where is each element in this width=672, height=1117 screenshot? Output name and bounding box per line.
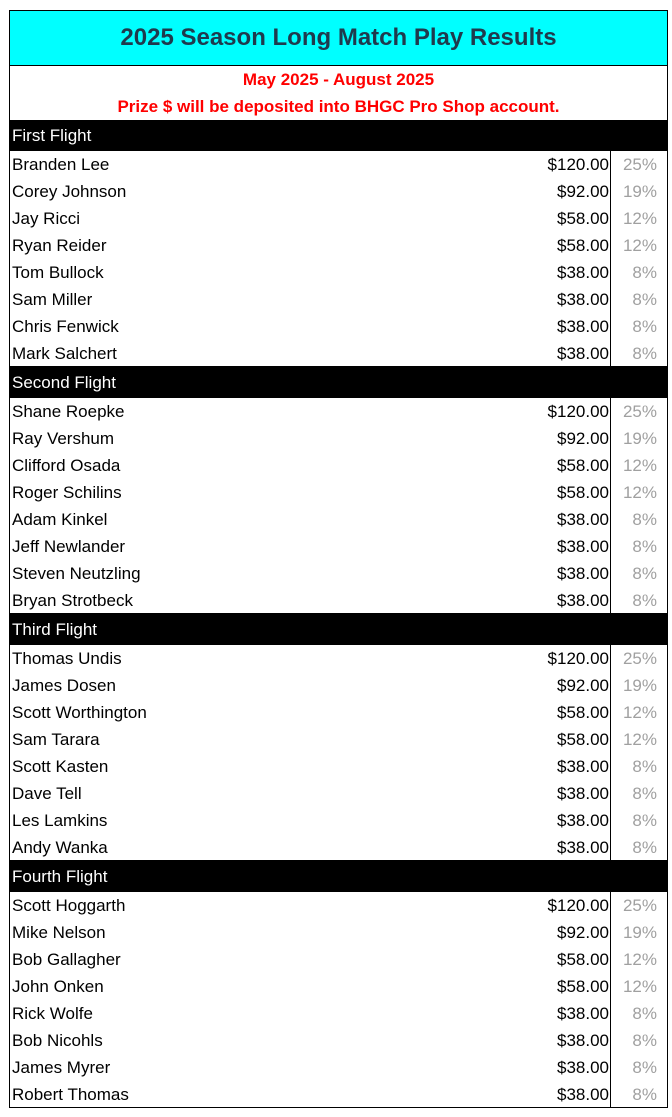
- prize-note: Prize $ will be deposited into BHGC Pro Shop account.: [117, 97, 560, 116]
- prize-amount: $38.00: [557, 344, 609, 363]
- flight-section: [9, 861, 668, 1108]
- table-row: [10, 259, 667, 286]
- table-row: [10, 892, 667, 919]
- prize-amount: $58.00: [557, 483, 609, 502]
- prize-amount: $38.00: [557, 1058, 609, 1077]
- player-name: Jeff Newlander: [12, 537, 126, 556]
- player-name: Sam Miller: [12, 290, 93, 309]
- prize-amount: $38.00: [557, 838, 609, 857]
- flight-header: Second Flight: [10, 367, 667, 398]
- prize-amount: $58.00: [557, 950, 609, 969]
- prize-percent: 12%: [610, 973, 667, 1000]
- prize-amount: $38.00: [557, 757, 609, 776]
- flight-section: [9, 367, 668, 614]
- player-name: Robert Thomas: [12, 1085, 129, 1104]
- player-name: Jay Ricci: [12, 209, 81, 228]
- table-row: [10, 672, 667, 699]
- prize-percent: 8%: [610, 313, 667, 340]
- prize-amount: $120.00: [547, 155, 609, 174]
- prize-percent: 25%: [610, 398, 667, 425]
- player-name: Roger Schilins: [12, 483, 122, 502]
- player-name: Thomas Undis: [12, 649, 122, 668]
- prize-amount: $38.00: [557, 263, 609, 282]
- table-row: [10, 340, 667, 367]
- prize-percent: 8%: [610, 259, 667, 286]
- table-row: [10, 506, 667, 533]
- player-name: Dave Tell: [12, 784, 82, 803]
- prize-amount: $38.00: [557, 1031, 609, 1050]
- flight-header: First Flight: [10, 120, 667, 151]
- player-name: Mark Salchert: [12, 344, 117, 363]
- table-row: [10, 946, 667, 973]
- player-name: Branden Lee: [12, 155, 110, 174]
- player-name: Andy Wanka: [12, 838, 108, 857]
- player-name: Les Lamkins: [12, 811, 108, 830]
- table-row: [10, 533, 667, 560]
- table-row: [10, 313, 667, 340]
- table-row: [10, 753, 667, 780]
- table-row: [10, 919, 667, 946]
- table-row: [10, 452, 667, 479]
- prize-percent: 8%: [610, 753, 667, 780]
- prize-percent: 8%: [610, 286, 667, 313]
- player-name: Adam Kinkel: [12, 510, 108, 529]
- prize-percent: 8%: [610, 533, 667, 560]
- table-row: [10, 398, 667, 425]
- prize-amount: $38.00: [557, 317, 609, 336]
- prize-percent: 25%: [610, 645, 667, 672]
- flight-section: [9, 120, 668, 367]
- table-row: [10, 151, 667, 178]
- table-row: [10, 560, 667, 587]
- prize-amount: $38.00: [557, 564, 609, 583]
- table-row: [10, 699, 667, 726]
- prize-percent: 12%: [610, 205, 667, 232]
- prize-amount: $92.00: [557, 429, 609, 448]
- table-row: [10, 587, 667, 614]
- table-row: [10, 726, 667, 753]
- prize-percent: 8%: [610, 834, 667, 861]
- table-row: [10, 780, 667, 807]
- prize-percent: 19%: [610, 425, 667, 452]
- player-name: Rick Wolfe: [12, 1004, 93, 1023]
- season-dates: May 2025 - August 2025: [242, 70, 435, 89]
- prize-amount: $38.00: [557, 290, 609, 309]
- prize-percent: 8%: [610, 1000, 667, 1027]
- prize-percent: 8%: [610, 780, 667, 807]
- table-row: [10, 479, 667, 506]
- prize-amount: $38.00: [557, 510, 609, 529]
- prize-amount: $58.00: [557, 456, 609, 475]
- prize-percent: 12%: [610, 699, 667, 726]
- player-name: Scott Hoggarth: [12, 896, 126, 915]
- player-name: Bryan Strotbeck: [12, 591, 133, 610]
- subtitle-block: [9, 66, 668, 120]
- table-row: [10, 205, 667, 232]
- prize-percent: 12%: [610, 946, 667, 973]
- prize-amount: $120.00: [547, 649, 609, 668]
- player-name: James Dosen: [12, 676, 116, 695]
- player-name: Sam Tarara: [12, 730, 100, 749]
- player-name: Ryan Reider: [12, 236, 107, 255]
- prize-percent: 25%: [610, 892, 667, 919]
- prize-percent: 8%: [610, 506, 667, 533]
- results-sheet: [9, 10, 668, 1108]
- table-row: [10, 178, 667, 205]
- page-title: 2025 Season Long Match Play Results: [9, 10, 668, 66]
- prize-amount: $38.00: [557, 784, 609, 803]
- table-row: [10, 232, 667, 259]
- prize-amount: $58.00: [557, 236, 609, 255]
- table-row: [10, 286, 667, 313]
- prize-percent: 19%: [610, 919, 667, 946]
- flight-section: [9, 614, 668, 861]
- prize-percent: 12%: [610, 479, 667, 506]
- table-row: [10, 807, 667, 834]
- prize-percent: 25%: [610, 151, 667, 178]
- prize-percent: 19%: [610, 672, 667, 699]
- prize-percent: 8%: [610, 1054, 667, 1081]
- player-name: Corey Johnson: [12, 182, 127, 201]
- prize-amount: $92.00: [557, 923, 609, 942]
- prize-percent: 8%: [610, 587, 667, 614]
- table-row: [10, 1054, 667, 1081]
- table-row: [10, 1000, 667, 1027]
- prize-amount: $120.00: [547, 402, 609, 421]
- prize-amount: $58.00: [557, 977, 609, 996]
- player-name: Ray Vershum: [12, 429, 115, 448]
- table-row: [10, 425, 667, 452]
- prize-amount: $120.00: [547, 896, 609, 915]
- player-name: Tom Bullock: [12, 263, 104, 282]
- player-name: Chris Fenwick: [12, 317, 119, 336]
- flight-header: Fourth Flight: [10, 861, 667, 892]
- table-row: [10, 973, 667, 1000]
- player-name: John Onken: [12, 977, 104, 996]
- player-name: Clifford Osada: [12, 456, 121, 475]
- prize-amount: $92.00: [557, 182, 609, 201]
- prize-amount: $38.00: [557, 811, 609, 830]
- prize-amount: $38.00: [557, 1004, 609, 1023]
- prize-amount: $38.00: [557, 1085, 609, 1104]
- prize-amount: $38.00: [557, 591, 609, 610]
- player-name: James Myrer: [12, 1058, 111, 1077]
- prize-percent: 12%: [610, 452, 667, 479]
- table-row: [10, 645, 667, 672]
- player-name: Bob Nicohls: [12, 1031, 103, 1050]
- prize-percent: 12%: [610, 232, 667, 259]
- prize-amount: $38.00: [557, 537, 609, 556]
- prize-percent: 19%: [610, 178, 667, 205]
- prize-amount: $58.00: [557, 730, 609, 749]
- player-name: Mike Nelson: [12, 923, 106, 942]
- player-name: Steven Neutzling: [12, 564, 141, 583]
- flight-header: Third Flight: [10, 614, 667, 645]
- table-row: [10, 1027, 667, 1054]
- prize-percent: 8%: [610, 340, 667, 367]
- prize-amount: $58.00: [557, 703, 609, 722]
- prize-percent: 8%: [610, 1027, 667, 1054]
- prize-amount: $58.00: [557, 209, 609, 228]
- prize-percent: 12%: [610, 726, 667, 753]
- player-name: Scott Worthington: [12, 703, 147, 722]
- prize-percent: 8%: [610, 1081, 667, 1108]
- player-name: Shane Roepke: [12, 402, 125, 421]
- table-row: [10, 1081, 667, 1108]
- prize-percent: 8%: [610, 560, 667, 587]
- player-name: Bob Gallagher: [12, 950, 121, 969]
- table-row: [10, 834, 667, 861]
- player-name: Scott Kasten: [12, 757, 109, 776]
- prize-percent: 8%: [610, 807, 667, 834]
- prize-amount: $92.00: [557, 676, 609, 695]
